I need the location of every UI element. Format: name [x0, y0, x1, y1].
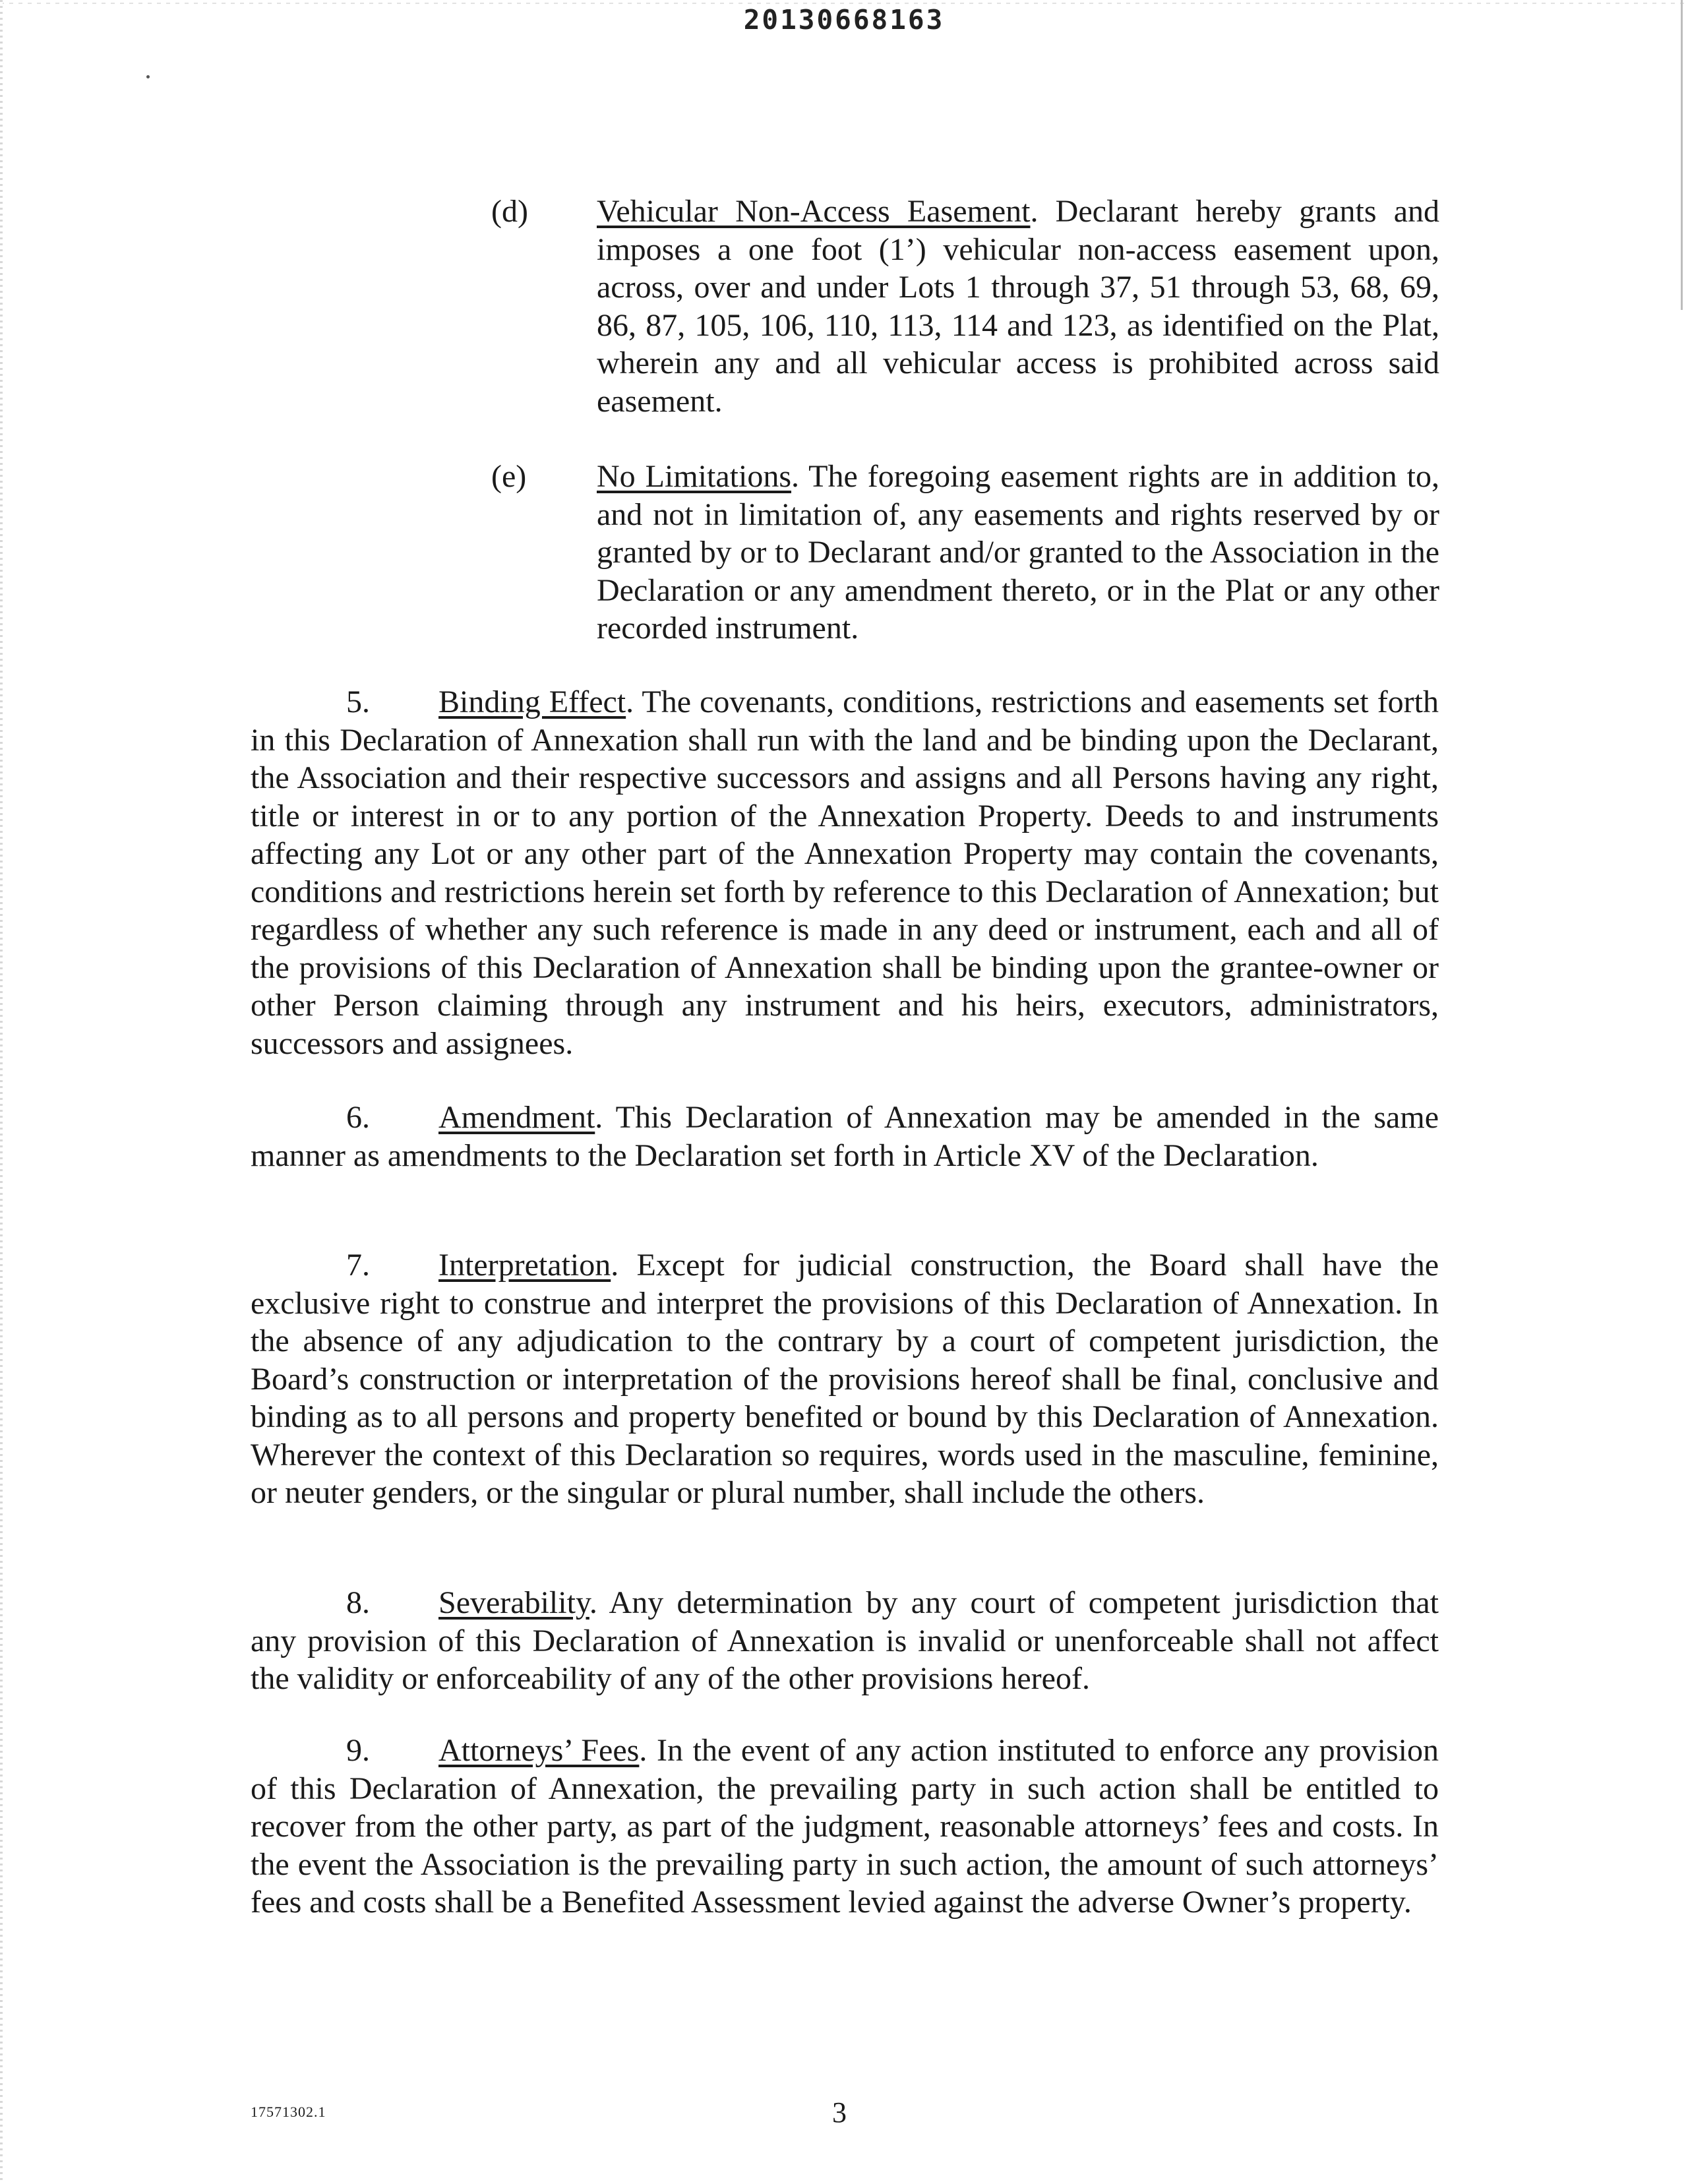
section-5	[251, 683, 1439, 1062]
scan-edge-right	[1681, 0, 1683, 310]
subsection-text: . The foregoing easement rights are in addition to, and not in limitation of, any easements and rights reserved by or granted by or to Declarant and/or granted to the Association in the Declaration or any amendment thereto, or in the Plat or any other recorded instrument.	[597, 459, 1440, 646]
subsection-body	[597, 193, 1439, 420]
scan-edge-left	[0, 0, 3, 2184]
page-number: 3	[832, 2096, 847, 2129]
subsection-body	[597, 458, 1439, 648]
section-heading: Severability	[438, 1585, 589, 1620]
subsection-marker: (d)	[491, 194, 528, 229]
section-heading: Amendment	[438, 1100, 595, 1135]
section-number: 5.	[346, 684, 370, 719]
subsection-heading: No Limitations	[597, 459, 792, 494]
section-9	[251, 1732, 1439, 1922]
subsection-text: . Declarant hereby grants and imposes a one foot (1’) vehicular non-access easement upon, across, over and under Lots 1 through 37, 51 through 53, 68, 69, 86, 87, 105, 106, 110, 113, 114 and 123, as identified on the Plat, wherein any and all vehicular access is prohibited across said easement.	[597, 194, 1439, 419]
subsection-marker: (e)	[491, 459, 527, 494]
section-number: 8.	[346, 1585, 370, 1620]
section-text: . Except for judicial construction, the Board shall have the exclusive right to construe and interpret the provisions of this Declaration of Annexation. In the absence of any adjudication to the contrary by a court of competent jurisdiction, the Board’s construction or interpretation of the provisions hereof shall be final, conclusive and binding as to all persons and property benefited or bound by this Declaration of Annexation. Wherever the context of this Declaration so requires, words used in the masculine, feminine, or neuter genders, or the singular or plural number, shall include the others.	[251, 1248, 1439, 1510]
section-text: . The covenants, conditions, restrictions and easements set forth in this Declaration of Annexation shall run with the land and be binding upon the Declarant, the Association and their respective successors and assigns and all Persons having any right, title or interest in or to any portion of the Annexation Property. Deeds to and instruments affecting any Lot or any other part of the Annexation Property may contain the covenants, conditions and restrictions herein set forth by reference to this Declaration of Annexation; but regardless of whether any such reference is made in any deed or instrument, each and all of the provisions of this Declaration of Annexation shall be binding upon the grantee-owner or other Person claiming through any instrument and his heirs, executors, administrators, successors and assignees.	[251, 684, 1439, 1061]
section-text: . In the event of any action instituted to enforce any provision of this Declaration of Annexation, the prevailing party in such action shall be entitled to recover from the other party, as part of the judgment, reasonable attorneys’ fees and costs. In the event the Association is the prevailing party in such action, the amount of such attorneys’ fees and costs shall be a Benefited Assessment levied against the adverse Owner’s property.	[251, 1733, 1439, 1920]
section-heading: Binding Effect	[438, 684, 626, 719]
section-8	[251, 1584, 1439, 1698]
section-text: . Any determination by any court of competent jurisdiction that any provision of this Declaration of Annexation is invalid or unenforceable shall not affect the validity or enforceability of any of the other provisions hereof.	[251, 1585, 1439, 1696]
recording-number: 20130668163	[743, 4, 945, 36]
section-7	[251, 1246, 1439, 1512]
section-6	[251, 1099, 1439, 1174]
subsection-heading: Vehicular Non-Access Easement	[597, 194, 1031, 229]
section-number: 7.	[346, 1248, 370, 1283]
section-heading: Attorneys’ Fees	[438, 1733, 640, 1768]
footer-document-id: 17571302.1	[251, 2104, 326, 2120]
section-number: 9.	[346, 1733, 370, 1768]
section-heading: Interpretation	[438, 1248, 611, 1283]
section-number: 6.	[346, 1100, 370, 1135]
section-text: . This Declaration of Annexation may be amended in the same manner as amendments to the Declaration set forth in Article XV of the Declaration.	[251, 1100, 1439, 1173]
scan-speck	[146, 75, 150, 78]
